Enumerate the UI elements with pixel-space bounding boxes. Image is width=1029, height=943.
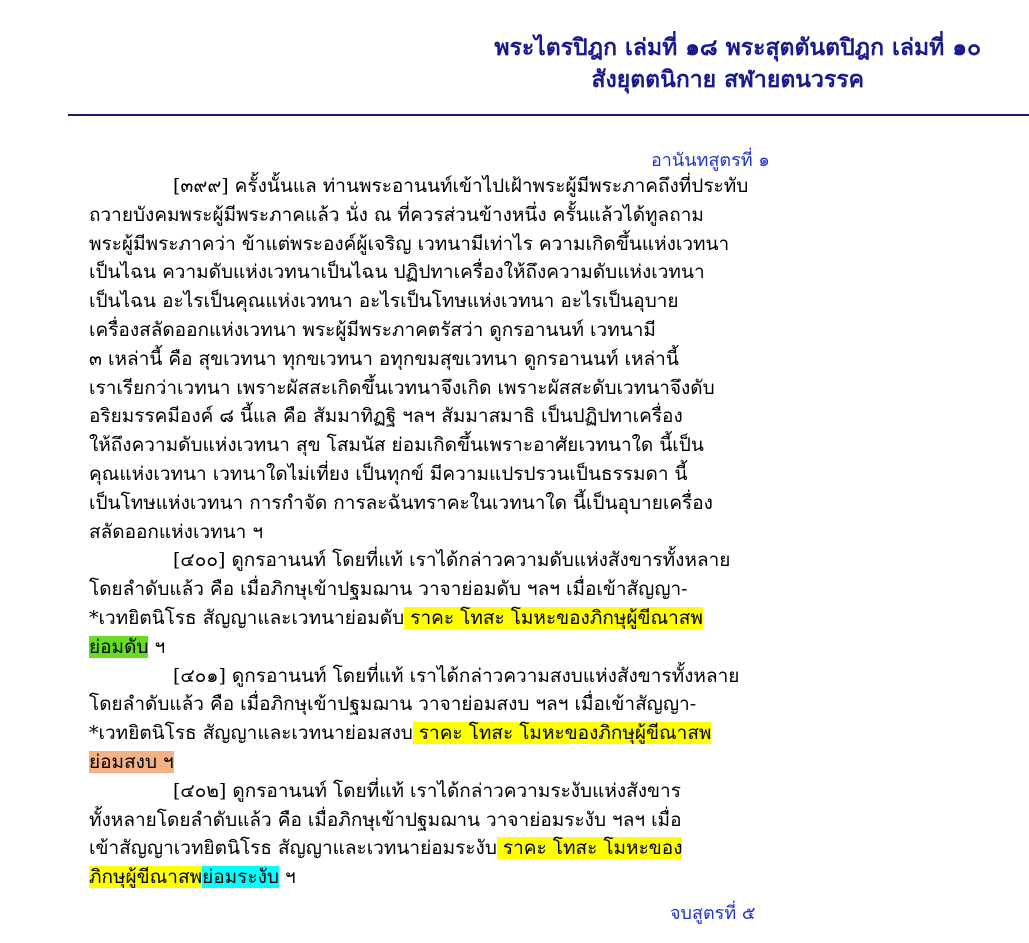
text-line: [๔๐๒] ดูกรอานนท์ โดยที่แท้ เราได้กล่าวความระงับแห่งสังขาร [173, 779, 681, 802]
text-line: [๔๐๐] ดูกรอานนท์ โดยที่แท้ เราได้กล่าวความดับแห่งสังขารทั้งหลาย [173, 549, 731, 572]
highlight-orange: ย่อมสงบ ฯ [89, 750, 174, 773]
document-body [89, 172, 1019, 892]
text-line [89, 604, 1019, 633]
text-line [89, 633, 1019, 662]
highlight-yellow: ราคะ โทสะ โมหะของภิกษุผู้ขีณาสพ [404, 606, 703, 629]
text-line: โดยลำดับแล้ว คือ เมื่อภิกษุเข้าปฐมฌาน วาจาย่อมดับ ฯลฯ เมื่อเข้าสัญญา- [89, 578, 688, 601]
text-line: [๔๐๑] ดูกรอานนท์ โดยที่แท้ เราได้กล่าวความสงบแห่งสังขารทั้งหลาย [173, 664, 740, 687]
plain-text: ฯ [148, 635, 166, 658]
text-line: ให้ถึงความดับแห่งเวทนา สุข โสมนัส ย่อมเกิดขึ้นเพราะอาศัยเวทนาใด นี้เป็น [89, 434, 704, 457]
header-subtitle: สังยุตตนิกาย สฬายตนวรรค [591, 67, 864, 93]
highlight-yellow: ราคะ โทสะ โมหะของภิกษุผู้ขีณาสพ [412, 722, 712, 745]
text-line: คุณแห่งเวทนา เวทนาใดไม่เที่ยง เป็นทุกข์ มีความแปรปรวนเป็นธรรมดา นี้ [89, 462, 688, 485]
text-line: พระผู้มีพระภาคว่า ข้าแต่พระองค์ผู้เจริญ เวทนามีเท่าไร ความเกิดขึ้นแห่งเวทนา [89, 232, 730, 255]
text-line: ถวายบังคมพระผู้มีพระภาคแล้ว นั่ง ณ ที่ควรส่วนข้างหนึ่ง ครั้นแล้วได้ทูลถาม [89, 203, 704, 226]
text-line [89, 834, 1019, 863]
text-line: [๓๙๙] ครั้งนั้นแล ท่านพระอานนท์เข้าไปเฝ้าพระผู้มีพระภาคถึงที่ประทับ [173, 175, 749, 197]
text-line: อริยมรรคมีองค์ ๘ นี้แล คือ สัมมาทิฏฐิ ฯลฯ สัมมาสมาธิ เป็นปฏิปทาเครื่อง [89, 405, 683, 428]
header-title: พระไตรปิฎก เล่มที่ ๑๘ พระสุตตันตปิฎก เล่มที่ ๑๐ [494, 35, 981, 61]
text-line: เครื่องสลัดออกแห่งเวทนา พระผู้มีพระภาคตรัสว่า ดูกรอานนท์ เวทนามี [89, 318, 656, 341]
text-line: ๓ เหล่านี้ คือ สุขเวทนา ทุกขเวทนา อทุกขมสุขเวทนา ดูกรอานนท์ เหล่านี้ [89, 347, 679, 370]
text-line [89, 748, 1019, 777]
text-line: โดยลำดับแล้ว คือ เมื่อภิกษุเข้าปฐมฌาน วาจาย่อมสงบ ฯลฯ เมื่อเข้าสัญญา- [89, 693, 697, 716]
highlight-yellow: ราคะ โทสะ โมหะของ [496, 837, 683, 860]
text-line: ทั้งหลายโดยลำดับแล้ว คือ เมื่อภิกษุเข้าปฐมฌาน วาจาย่อมระงับ ฯลฯ เมื่อ [89, 808, 682, 831]
text-line: เป็นไฉน ความดับแห่งเวทนาเป็นไฉน ปฏิปทาเครื่องให้ถึงความดับแห่งเวทนา [89, 261, 705, 284]
text-line: เราเรียกว่าเวทนา เพราะผัสสะเกิดขึ้นเวทนาจึงเกิด เพราะผัสสะดับเวทนาจึงดับ [89, 376, 715, 399]
highlight-green: ย่อมดับ [89, 635, 149, 658]
header-divider [68, 114, 1029, 116]
plain-text: *เวทยิตนิโรธ สัญญาและเวทนาย่อมดับ [89, 606, 405, 629]
highlight-cyan: ย่อมระงับ [202, 866, 279, 889]
text-line: เป็นไฉน อะไรเป็นคุณแห่งเวทนา อะไรเป็นโทษแห่งเวทนา อะไรเป็นอุบาย [89, 290, 679, 313]
plain-text: เข้าสัญญาเวทยิตนิโรธ สัญญาและเวทนาย่อมระงับ [89, 837, 497, 860]
text-line [89, 863, 1019, 892]
end-of-sutta-marker: จบสูตรที่ ๕ [670, 903, 756, 924]
text-line [89, 719, 1019, 748]
highlight-yellow: ภิกษุผู้ขีณาสพ [89, 866, 203, 889]
plain-text: *เวทยิตนิโรธ สัญญาและเวทนาย่อมสงบ [89, 722, 413, 745]
text-line: สลัดออกแห่งเวทนา ฯ [89, 520, 264, 543]
sutta-title: อานันทสูตรที่ ๑ [651, 150, 770, 171]
plain-text: ฯ [278, 866, 296, 889]
text-line: เป็นโทษแห่งเวทนา การกำจัด การละฉันทราคะในเวทนาใด นี้เป็นอุบายเครื่อง [89, 491, 713, 514]
